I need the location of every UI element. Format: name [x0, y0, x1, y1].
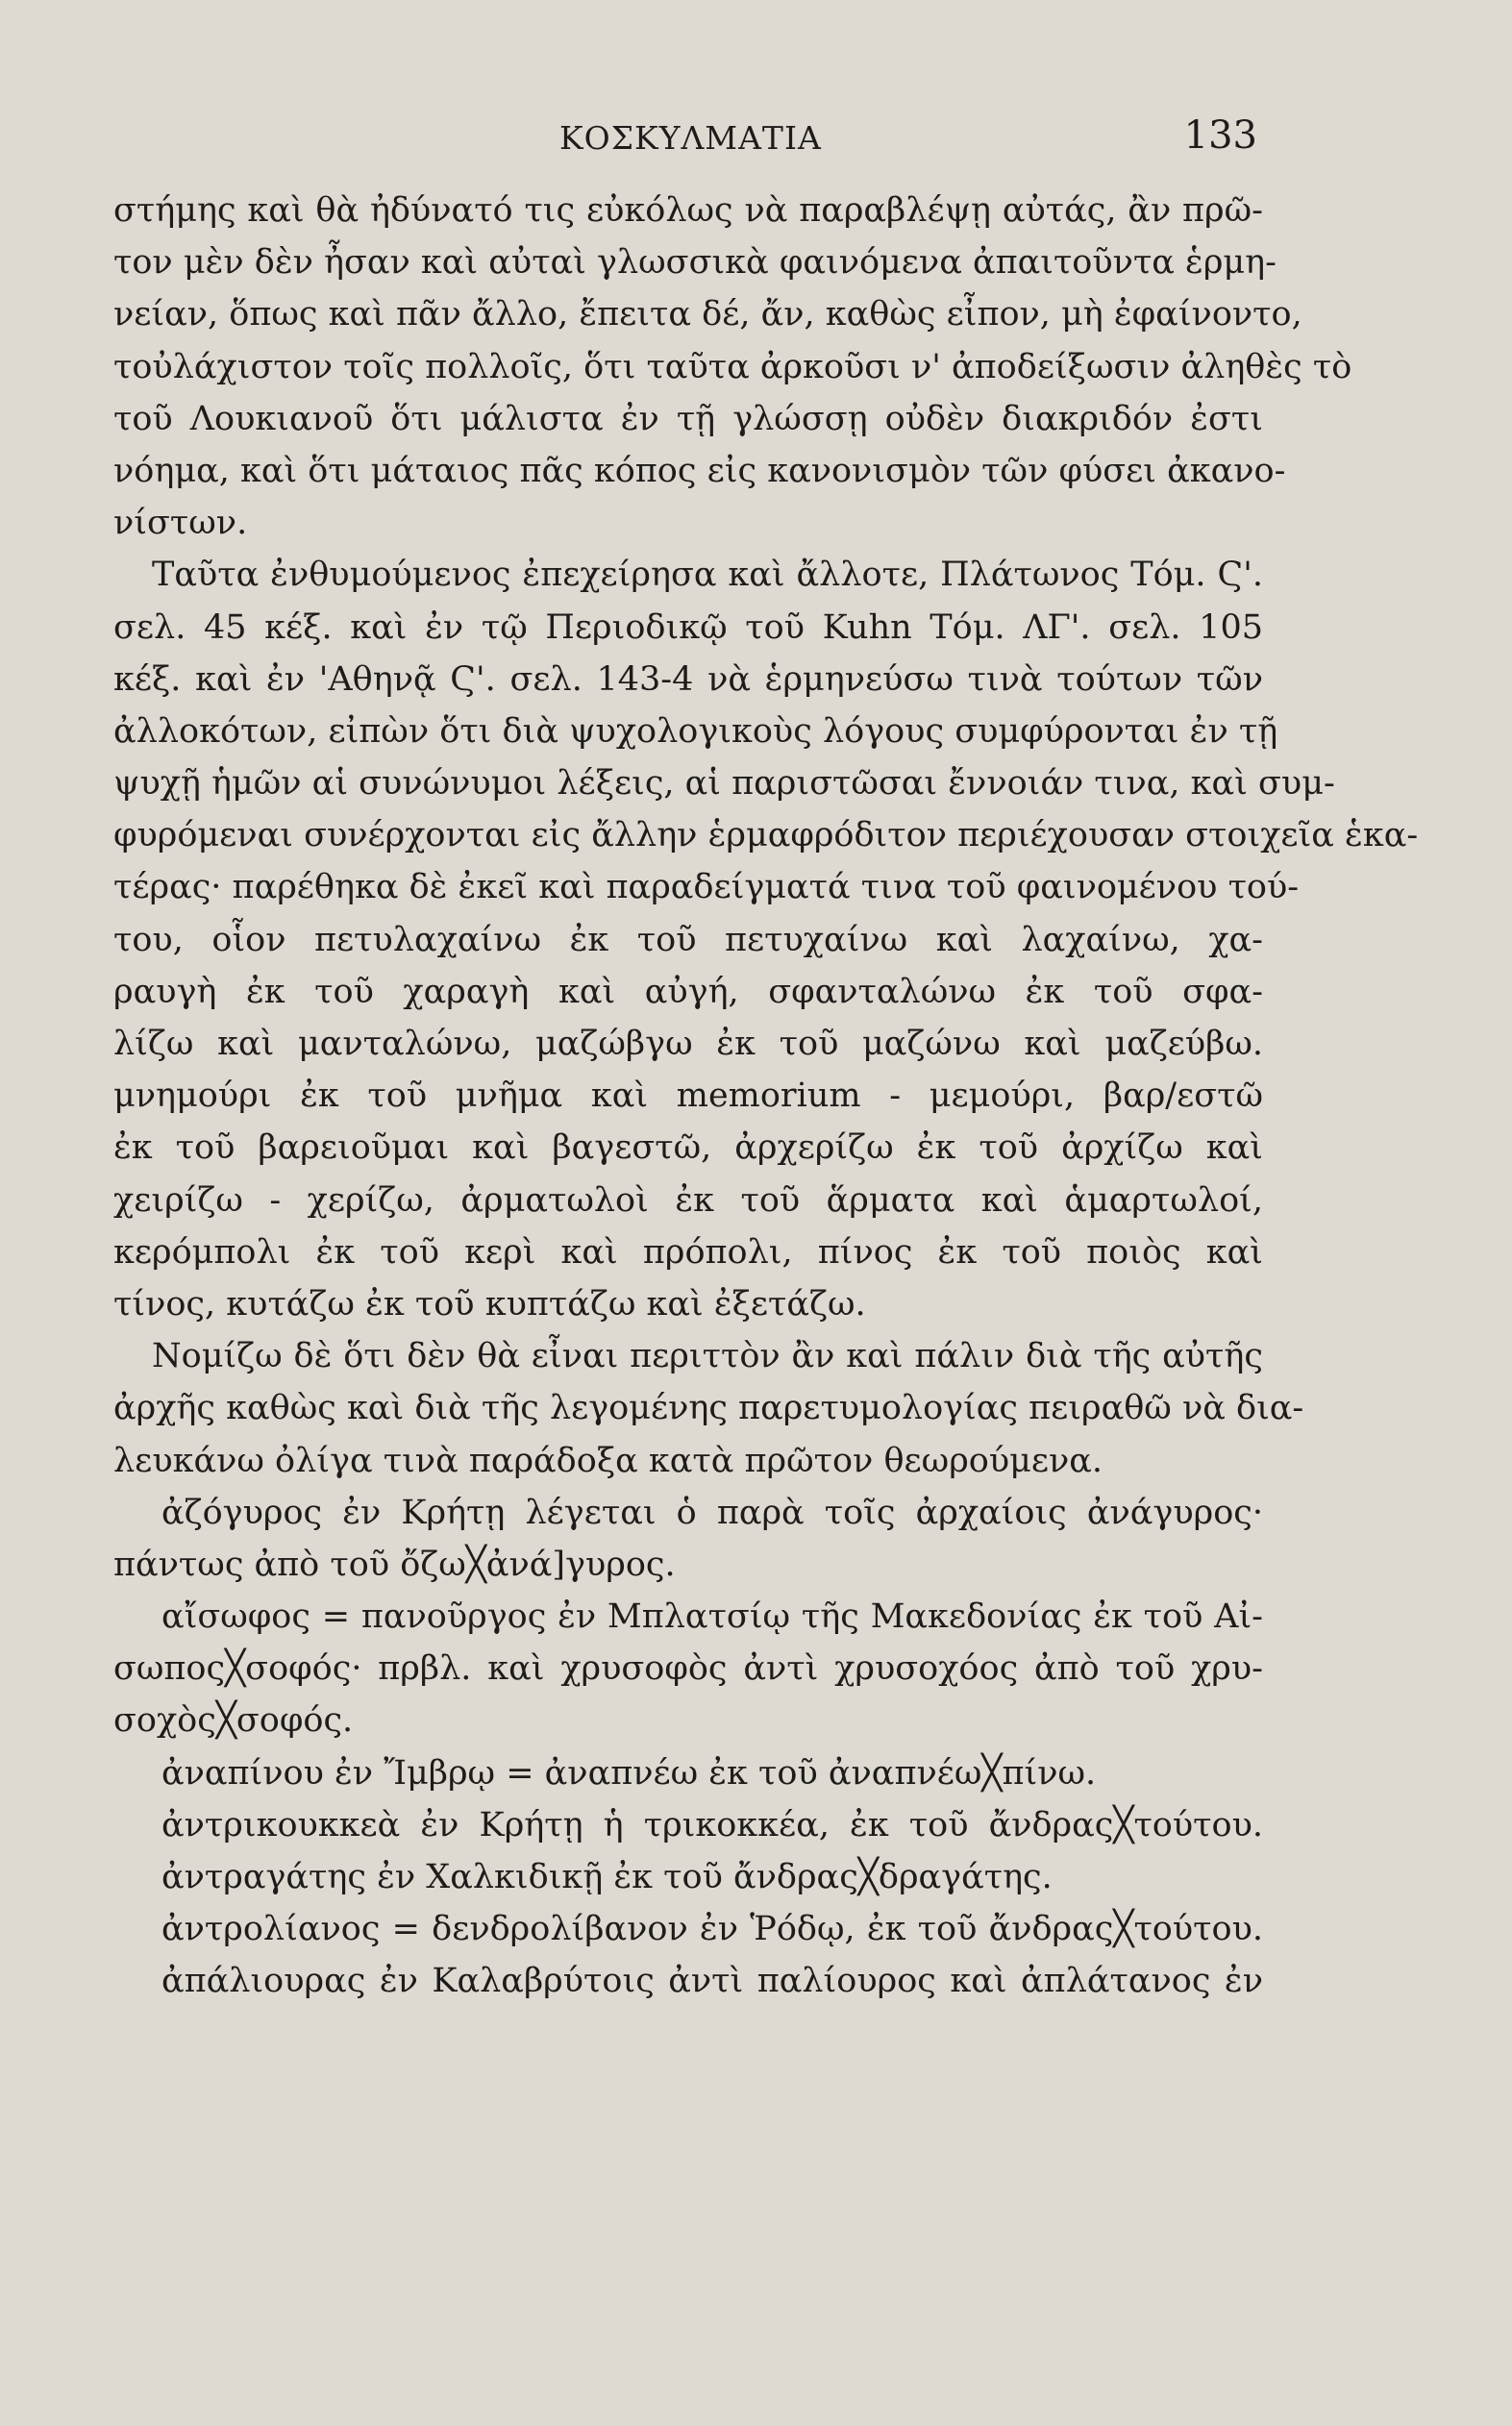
text-line: φυρόμεναι συνέρχονται εἰς ἄλλην ἑρμαφρόδιτον περιέχουσαν στοιχεῖα ἑκα- — [113, 816, 1419, 855]
text-line: νόημα, καὶ ὅτι μάταιος πᾶς κόπος εἰς κανονισμὸν τῶν φύσει ἀκανο- — [113, 451, 1286, 490]
text-line: ψυχῇ ἡμῶν αἱ συνώνυμοι λέξεις, αἱ παριστῶσαι ἔννοιάν τινα, καὶ συμ- — [113, 764, 1335, 804]
text-line: ἀπάλιουρας ἐν Καλαβρύτοις ἀντὶ παλίουρος καὶ ἀπλάτανος ἐν — [161, 1962, 1263, 2001]
text-line: νείαν, ὅπως καὶ πᾶν ἄλλο, ἔπειτα δέ, ἄν, καθὼς εἶπον, μὴ ἐφαίνοντο, — [113, 295, 1302, 334]
running-head: ΚΟΣΚΥΛΜΑΤΙΑ — [559, 119, 822, 157]
text-line: χειρίζω - χερίζω, ἀρματωλοὶ ἐκ τοῦ ἅρματα καὶ ἁμαρτωλοί, — [113, 1180, 1263, 1220]
text-line: λίζω καὶ μανταλώνω, μαζώβγω ἐκ τοῦ μαζώνω καὶ μαζεύβω. — [113, 1025, 1263, 1063]
text-line: ραυγὴ ἐκ τοῦ χαραγὴ καὶ αὐγή, σφανταλώνω ἐκ τοῦ σφα- — [113, 972, 1263, 1011]
page-header — [115, 113, 1269, 171]
text-line: νίστων. — [113, 504, 248, 543]
text-line: ἐκ τοῦ βαρειοῦμαι καὶ βαγεστῶ, ἀρχερίζω ἐκ τοῦ ἀρχίζω καὶ — [113, 1128, 1263, 1168]
text-line: σοχὸς╳σοφός. — [113, 1701, 354, 1741]
text-line: ἀντρολίανος = δενδρολίβανον ἐν Ῥόδῳ, ἐκ τοῦ ἄνδρας╳τούτου. — [161, 1910, 1263, 1949]
text-line: πάντως ἀπὸ τοῦ ὄζω╳ἀνά]γυρος. — [113, 1545, 676, 1584]
text-line: τον μὲν δὲν ἦσαν καὶ αὐταὶ γλωσσικὰ φαινόμενα ἀπαιτοῦντα ἑρμη- — [113, 243, 1277, 283]
text-line: ἀρχῆς καθὼς καὶ διὰ τῆς λεγομένης παρετυμολογίας πειραθῶ νὰ δια- — [113, 1389, 1304, 1428]
text-line: τίνος, κυτάζω ἐκ τοῦ κυπτάζω καὶ ἐξετάζω. — [113, 1284, 866, 1324]
text-line: σωπος╳σοφός· πρβλ. καὶ χρυσοφὸς ἀντὶ χρυσοχόος ἀπὸ τοῦ χρυ- — [113, 1649, 1263, 1689]
text-line: κερόμπολι ἐκ τοῦ κερὶ καὶ πρόπολι, πίνος ἐκ τοῦ ποιὸς καὶ — [113, 1232, 1263, 1272]
text-line: του, οἷον πετυλαχαίνω ἐκ τοῦ πετυχαίνω καὶ λαχαίνω, χα- — [113, 920, 1263, 959]
text-line: σελ. 45 κέξ. καὶ ἐν τῷ Περιοδικῷ τοῦ Kuhn Τόμ. ΛΓ'. σελ. 105 — [113, 607, 1263, 647]
text-line: ἀλλοκότων, εἰπὼν ὅτι διὰ ψυχολογικοὺς λόγους συμφύρονται ἐν τῇ — [113, 711, 1278, 751]
body-text — [113, 185, 1419, 2008]
text-line: τοῦ Λουκιανοῦ ὅτι μάλιστα ἐν τῇ γλώσσῃ οὐδὲν διακριδόν ἐστι — [113, 399, 1263, 438]
text-line: κέξ. καὶ ἐν 'Αθηνᾷ Ϛ'. σελ. 143-4 νὰ ἑρμηνεύσω τινὰ τούτων τῶν — [113, 659, 1263, 699]
text-line: Νομίζω δὲ ὅτι δὲν θὰ εἶναι περιττὸν ἂν καὶ πάλιν διὰ τῆς αὐτῆς — [152, 1337, 1263, 1376]
text-line: στήμης καὶ θὰ ἠδύνατό τις εὐκόλως νὰ παραβλέψῃ αὐτάς, ἂν πρῶ- — [113, 191, 1263, 230]
text-line: μνημούρι ἐκ τοῦ μνῆμα καὶ memorium - μεμούρι, βαρ/εστῶ — [113, 1077, 1263, 1116]
text-line: λευκάνω ὀλίγα τινὰ παράδοξα κατὰ πρῶτον θεωρούμενα. — [113, 1441, 1103, 1480]
text-line: Ταῦτα ἐνθυμούμενος ἐπεχείρησα καὶ ἄλλοτε, Πλάτωνος Τόμ. Ϛ'. — [152, 556, 1263, 595]
text-line: τοὐλάχιστον τοῖς πολλοῖς, ὅτι ταῦτα ἀρκοῦσι ν' ἀποδείξωσιν ἀληθὲς τὸ — [113, 347, 1352, 386]
text-line: ἀντραγάτης ἐν Χαλκιδικῇ ἐκ τοῦ ἄνδρας╳δραγάτης. — [161, 1858, 1053, 1896]
text-line: τέρας· παρέθηκα δὲ ἐκεῖ καὶ παραδείγματά τινα τοῦ φαινομένου τού- — [113, 868, 1300, 907]
text-line: αἴσωφος = πανοῦργος ἐν Μπλατσίῳ τῆς Μακεδονίας ἐκ τοῦ Αἰ- — [161, 1597, 1263, 1637]
text-line: ἀζόγυρος ἐν Κρήτῃ λέγεται ὁ παρὰ τοῖς ἀρχαίοις ἀνάγυρος· — [161, 1493, 1263, 1532]
text-line: ἀντρικουκκεὰ ἐν Κρήτῃ ἡ τρικοκκέα, ἐκ τοῦ ἄνδρας╳τούτου. — [161, 1805, 1263, 1844]
text-line: ἀναπίνου ἐν Ἴμβρῳ = ἀναπνέω ἐκ τοῦ ἀναπνέω╳πίνω. — [161, 1753, 1097, 1793]
page-number: 133 — [1183, 113, 1257, 158]
